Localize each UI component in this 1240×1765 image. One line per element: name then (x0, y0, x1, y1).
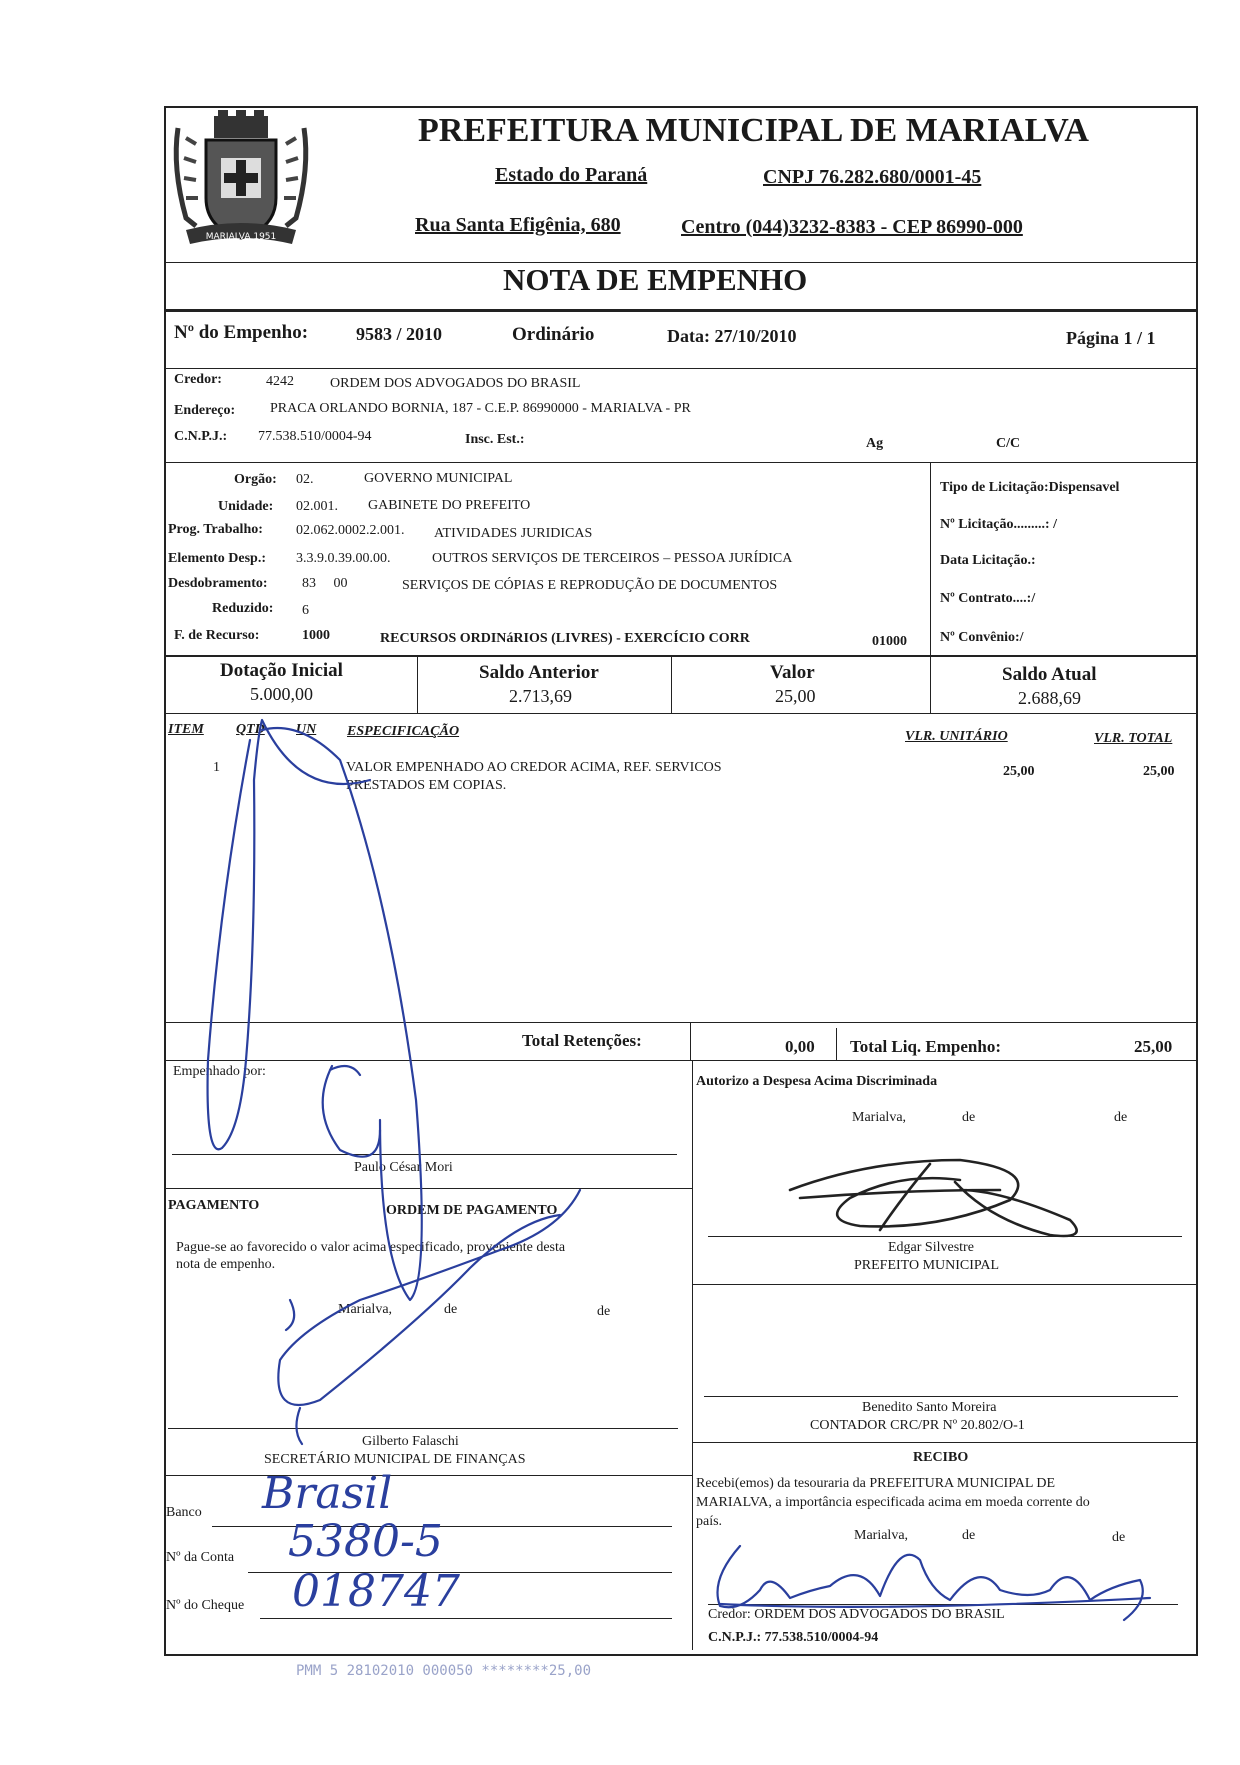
desdobramento-label: Desdobramento: (168, 576, 268, 591)
divider (164, 1060, 1196, 1061)
address-label: Endereço: (174, 403, 236, 418)
desdobramento-code: 83 00 (302, 576, 348, 591)
header-district-phone: Centro (044)3232-8383 - CEP 86990-000 (681, 216, 1023, 238)
pagamento-text-line2: nota de empenho. (176, 1257, 276, 1272)
pagamento-role: SECRETÁRIO MUNICIPAL DE FINANÇAS (264, 1452, 526, 1467)
credor-cnpj: 77.538.510/0004-94 (258, 429, 372, 444)
licitacao-contrato: Nº Contrato....:/ (940, 591, 1036, 606)
banco-handwritten: Brasil (262, 1468, 393, 1519)
recibo-text-line1: Recebi(emos) da tesouraria da PREFEITURA MUNICIPAL DE (696, 1476, 1056, 1491)
empenho-label: Nº do Empenho: (174, 322, 309, 343)
item-number: 1 (213, 760, 220, 775)
col-unit-value: VLR. UNITÁRIO (905, 729, 1008, 744)
divider (164, 1475, 692, 1476)
contador-signer: Benedito Santo Moreira (862, 1400, 997, 1415)
total-retencoes-value: 0,00 (785, 1037, 815, 1056)
reduzido-label: Reduzido: (212, 601, 274, 616)
divider (671, 655, 672, 713)
col-spec: ESPECIFICAÇÃO (347, 724, 460, 739)
autorizo-de1: de (962, 1110, 976, 1125)
divider (692, 1442, 1196, 1443)
credor-code: 4242 (266, 374, 294, 389)
item-spec-line2: PRESTADOS EM COPIAS. (346, 778, 507, 793)
elemento-code: 3.3.9.0.39.00.00. (296, 551, 391, 566)
divider (930, 462, 931, 657)
empenho-type: Ordinário (512, 324, 595, 345)
header-cnpj: CNPJ 76.282.680/0001-45 (763, 166, 982, 188)
cheque-label: Nº do Cheque (166, 1598, 245, 1613)
col-total-value: VLR. TOTAL (1094, 731, 1173, 746)
saldo-atual-label: Saldo Atual (1002, 664, 1097, 685)
signature-line (708, 1604, 1178, 1605)
item-total-value: 25,00 (1143, 764, 1175, 779)
header-state: Estado do Paraná (495, 164, 648, 186)
recibo-de1: de (962, 1528, 976, 1543)
recurso-desc: RECURSOS ORDINáRIOS (LIVRES) - EXERCÍCIO CORR (380, 631, 750, 646)
divider (164, 309, 1196, 312)
divider (417, 655, 418, 713)
divider (692, 1060, 693, 1650)
unidade-label: Unidade: (218, 499, 274, 514)
prog-desc: ATIVIDADES JURIDICAS (434, 526, 593, 541)
col-item: ITEM (168, 722, 204, 737)
divider (692, 1284, 1196, 1285)
recibo-place: Marialva, (854, 1528, 909, 1543)
divider (164, 713, 1196, 714)
dotacao-label: Dotação Inicial (220, 660, 343, 681)
saldo-anterior-label: Saldo Anterior (479, 662, 599, 683)
divider (164, 462, 1196, 463)
pagamento-signer: Gilberto Falaschi (362, 1434, 459, 1449)
prog-label: Prog. Trabalho: (168, 522, 263, 537)
recibo-credor: Credor: ORDEM DOS ADVOGADOS DO BRASIL (708, 1607, 1005, 1622)
item-unit-value: 25,00 (1003, 764, 1035, 779)
cheque-line (260, 1618, 672, 1619)
orgao-label: Orgão: (234, 472, 277, 487)
valor-label: Valor (770, 662, 815, 683)
pagamento-de1: de (444, 1302, 458, 1317)
contador-role: CONTADOR CRC/PR Nº 20.802/O-1 (810, 1418, 1025, 1433)
empenhado-signer: Paulo César Mori (354, 1160, 453, 1175)
divider (836, 1028, 837, 1060)
autorizo-place: Marialva, (852, 1110, 907, 1125)
empenho-number: 9583 / 2010 (356, 324, 443, 344)
divider (164, 1188, 692, 1189)
saldo-atual-value: 2.688,69 (1018, 688, 1081, 708)
autorizo-signer: Edgar Silvestre (888, 1240, 974, 1255)
pagamento-text-line1: Pague-se ao favorecido o valor acima especificado, proveniente desta (176, 1240, 566, 1255)
elemento-label: Elemento Desp.: (168, 551, 266, 566)
orgao-code: 02. (296, 472, 314, 487)
cheque-handwritten: 018747 (292, 1566, 460, 1617)
divider (690, 1022, 691, 1060)
insc-label: Insc. Est.: (465, 432, 525, 447)
recurso-label: F. de Recurso: (174, 628, 260, 643)
prog-code: 02.062.0002.2.001. (296, 523, 405, 538)
signature-line (168, 1428, 678, 1429)
ordem-pagamento-title: ORDEM DE PAGAMENTO (386, 1203, 558, 1218)
dotacao-value: 5.000,00 (250, 684, 313, 704)
credor-label: Credor: (174, 372, 222, 387)
credor-address: PRACA ORLANDO BORNIA, 187 - C.E.P. 86990000 - MARIALVA - PR (270, 401, 691, 416)
autorizo-title: Autorizo a Despesa Acima Discriminada (696, 1074, 938, 1089)
unidade-desc: GABINETE DO PREFEITO (368, 498, 531, 513)
cnpj-label: C.N.P.J.: (174, 429, 228, 444)
licitacao-convenio: Nº Convênio:/ (940, 630, 1024, 645)
recurso-number: 01000 (872, 634, 907, 649)
page-number: Página 1 / 1 (1066, 328, 1156, 348)
saldo-anterior-value: 2.713,69 (509, 686, 572, 706)
header-title: PREFEITURA MUNICIPAL DE MARIALVA (418, 112, 1089, 149)
pagamento-de2: de (597, 1304, 611, 1319)
unidade-code: 02.001. (296, 499, 338, 514)
conta-handwritten: 5380-5 (288, 1516, 443, 1567)
licitacao-numero: Nº Licitação.........: / (940, 517, 1057, 532)
recibo-text-line2: MARIALVA, a importância especificada acima em moeda corrente do (696, 1495, 1090, 1510)
coat-of-arms-logo (166, 108, 316, 256)
total-liquido-label: Total Liq. Empenho: (850, 1037, 1001, 1056)
conta-label: Nº da Conta (166, 1550, 235, 1565)
cc-label: C/C (996, 436, 1021, 451)
reduzido-code: 6 (302, 603, 309, 618)
divider (164, 1022, 1196, 1023)
licitacao-tipo: Tipo de Licitação:Dispensavel (940, 480, 1120, 495)
recurso-code: 1000 (302, 628, 330, 643)
credor-name: ORDEM DOS ADVOGADOS DO BRASIL (330, 376, 581, 391)
col-un: UN (296, 722, 317, 737)
total-retencoes-label: Total Retenções: (522, 1031, 642, 1050)
authentication-stamp: PMM 5 28102010 000050 ********25,00 (296, 1663, 592, 1679)
desdobramento-desc: SERVIÇOS DE CÓPIAS E REPRODUÇÃO DE DOCUMENTOS (402, 578, 778, 593)
divider (164, 655, 1196, 657)
header-address: Rua Santa Efigênia, 680 (415, 214, 621, 236)
document-title: NOTA DE EMPENHO (503, 262, 808, 297)
empenhado-label: Empenhado por: (173, 1064, 266, 1079)
pagamento-place: Marialva, (338, 1302, 393, 1317)
recibo-de2: de (1112, 1530, 1126, 1545)
recibo-cnpj: C.N.P.J.: 77.538.510/0004-94 (708, 1630, 879, 1645)
valor-value: 25,00 (775, 686, 816, 706)
recibo-title: RECIBO (913, 1450, 969, 1465)
autorizo-de2: de (1114, 1110, 1128, 1125)
total-liquido-value: 25,00 (1134, 1037, 1173, 1056)
orgao-desc: GOVERNO MUNICIPAL (364, 471, 513, 486)
svg-text:MARIALVA 1951: MARIALVA 1951 (205, 232, 277, 242)
col-qtd: QTD (236, 722, 265, 737)
item-spec-line1: VALOR EMPENHADO AO CREDOR ACIMA, REF. SERVICOS (346, 760, 722, 775)
licitacao-data: Data Licitação.: (940, 553, 1036, 568)
empenho-date: Data: 27/10/2010 (667, 326, 797, 346)
banco-label: Banco (166, 1505, 202, 1520)
elemento-desc: OUTROS SERVIÇOS DE TERCEIROS – PESSOA JURÍDICA (432, 551, 793, 566)
divider (164, 368, 1196, 369)
pagamento-title: PAGAMENTO (168, 1198, 260, 1213)
signature-line (704, 1396, 1178, 1397)
ag-label: Ag (866, 436, 884, 451)
divider (930, 655, 931, 713)
recibo-text-line3: país. (696, 1514, 723, 1529)
autorizo-role: PREFEITO MUNICIPAL (854, 1258, 1000, 1273)
signature-line (708, 1236, 1182, 1237)
signature-line (172, 1154, 677, 1155)
